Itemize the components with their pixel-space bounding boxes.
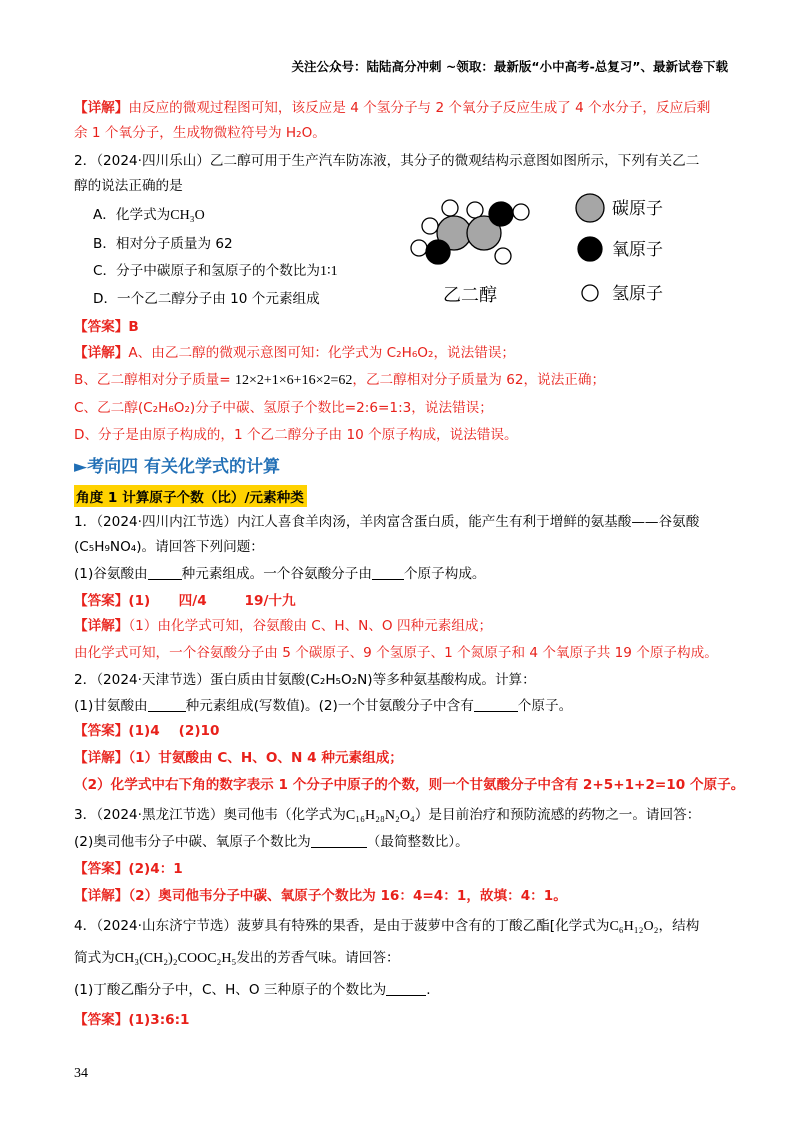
blank — [474, 697, 518, 712]
hydrogen-atom — [411, 240, 427, 256]
legend-oxygen-label: 氧原子 — [612, 240, 663, 260]
q2-stem-line2: 醇的说法正确的是 — [74, 178, 183, 194]
legend-carbon-label: 碳原子 — [612, 199, 663, 219]
ethylene-glycol-figure — [405, 188, 685, 318]
blank — [372, 565, 404, 580]
p4-stem-line2: 简式为CH₃(CH₂)₂COOC₂H₅发出的芳香气味。请回答： — [74, 950, 400, 966]
legend-hydrogen-swatch — [582, 285, 598, 301]
p1-detail-a: 【详解】（1）由化学式可知，谷氨酸由 C、H、N、O 四种元素组成； — [74, 618, 493, 634]
blank — [148, 697, 186, 712]
blank — [148, 565, 182, 580]
detail0-line2: 余 1 个氧分子，生成物微粒符号为 H₂O。 — [74, 125, 326, 141]
hydrogen-atom — [442, 200, 458, 216]
p1-stem-line2: (C₅H₉NO₄)。请回答下列问题： — [74, 539, 264, 555]
molecule-diagram — [405, 188, 685, 318]
hydrogen-atom — [513, 204, 529, 220]
p2-detail-b: （2）化学式中右下角的数字表示 1 个分子中原子的个数，则一个甘氨酸分子中含有 2+5+1+2=10 个原子。 — [74, 777, 745, 793]
q2-option-a: A．化学式为CH₃O — [93, 207, 205, 223]
p1-detail-b: 由化学式可知，一个谷氨酸分子由 5 个碳原子、9 个氢原子、1 个氮原子和 4 个氧原子共 19 个原子构成。 — [74, 645, 718, 661]
page-header: 关注公众号：陆陆高分冲刺 ~领取：最新版“小中高考-总复习”、最新试卷下载 — [291, 59, 728, 74]
p2-stem: 2．（2024·天津节选）蛋白质由甘氨酸(C₂H₅O₂N)等多种氨基酸构成。计算： — [74, 672, 536, 688]
q2-option-d: D．一个乙二醇分子由 10 个元素组成 — [93, 291, 320, 307]
blank — [386, 981, 426, 996]
legend-carbon-swatch — [576, 194, 604, 222]
p1-answer: 【答案】(1) 四/4 19/十九 — [74, 593, 296, 609]
section-heading: ►考向四 有关化学式的计算 — [74, 457, 280, 477]
oxygen-atom — [489, 202, 513, 226]
q2-stem-line1: 2．（2024·四川乐山）乙二醇可用于生产汽车防冻液，其分子的微观结构示意图如图所示，下列有关乙二 — [74, 153, 700, 169]
q2-option-b: B．相对分子质量为 62 — [93, 236, 233, 252]
p1-stem-line1: 1．（2024·四川内江节选）内江人喜食羊肉汤，羊肉富含蛋白质，能产生有利于增鲜的氨基酸——谷氨酸 — [74, 514, 700, 530]
hydrogen-atom — [422, 218, 438, 234]
detail0-line1: 【详解】由反应的微观过程图可知，该反应是 4 个氢分子与 2 个氧分子反应生成了 4 个水分子，反应后剩 — [74, 100, 711, 116]
p3-question: (2)奥司他韦分子中碳、氧原子个数比为 （最简整数比）。 — [74, 834, 469, 850]
legend-hydrogen-label: 氢原子 — [612, 284, 663, 304]
p4-stem-line1: 4．（2024·山东济宁节选）菠萝具有特殊的果香，是由于菠萝中含有的丁酸乙酯[化学式为C₆H₁₂O₂，结构 — [74, 918, 700, 934]
q2-option-c: C．分子中碳原子和氢原子的个数比为1∶1 — [93, 263, 338, 279]
q2-detail-b: B、乙二醇相对分子质量= 12×2+1×6+16×2=62，乙二醇相对分子质量为 62，说法正确； — [74, 372, 606, 388]
legend-oxygen-swatch — [578, 237, 602, 261]
p2-question: (1)甘氨酸由 种元素组成(写数值)。(2)一个甘氨酸分子中含有 个原子。 — [74, 698, 573, 714]
p3-stem: 3．（2024·黑龙江节选）奥司他韦（化学式为C₁₆H₂₈N₂O₄）是目前治疗和预防流感的药物之一。请回答： — [74, 807, 701, 823]
p3-answer: 【答案】(2)4：1 — [74, 861, 183, 877]
p2-answer: 【答案】(1)4 (2)10 — [74, 723, 220, 739]
q2-detail-a: 【详解】A、由乙二醇的微观示意图可知：化学式为 C₂H₆O₂，说法错误； — [74, 345, 516, 361]
p2-detail-a: 【详解】（1）甘氨酸由 C、H、O、N 4 种元素组成； — [74, 750, 403, 766]
p3-detail: 【详解】（2）奥司他韦分子中碳、氧原子个数比为 16：4=4：1，故填：4：1。 — [74, 888, 567, 904]
angle-heading: 角度 1 计算原子个数（比）/元素种类 — [74, 485, 307, 507]
blank — [311, 833, 367, 848]
hydrogen-atom — [467, 202, 483, 218]
p1-question: (1)谷氨酸由 种元素组成。一个谷氨酸分子由 个原子构成。 — [74, 566, 486, 582]
page-number: 34 — [74, 1066, 88, 1081]
hydrogen-atom — [495, 248, 511, 264]
q2-detail-c: C、乙二醇(C₂H₆O₂)分子中碳、氢原子个数比=2:6=1:3，说法错误； — [74, 400, 493, 416]
figure-caption: 乙二醇 — [443, 285, 497, 306]
p4-answer: 【答案】(1)3:6:1 — [74, 1012, 190, 1028]
q2-answer: 【答案】B — [74, 319, 139, 335]
q2-detail-d: D、分子是由原子构成的，1 个乙二醇分子由 10 个原子构成，说法错误。 — [74, 427, 518, 443]
formula-ch3o: CH₃O — [170, 208, 205, 223]
oxygen-atom — [426, 240, 450, 264]
p4-question: (1)丁酸乙酯分子中，C、H、O 三种原子的个数比为 . — [74, 982, 431, 998]
